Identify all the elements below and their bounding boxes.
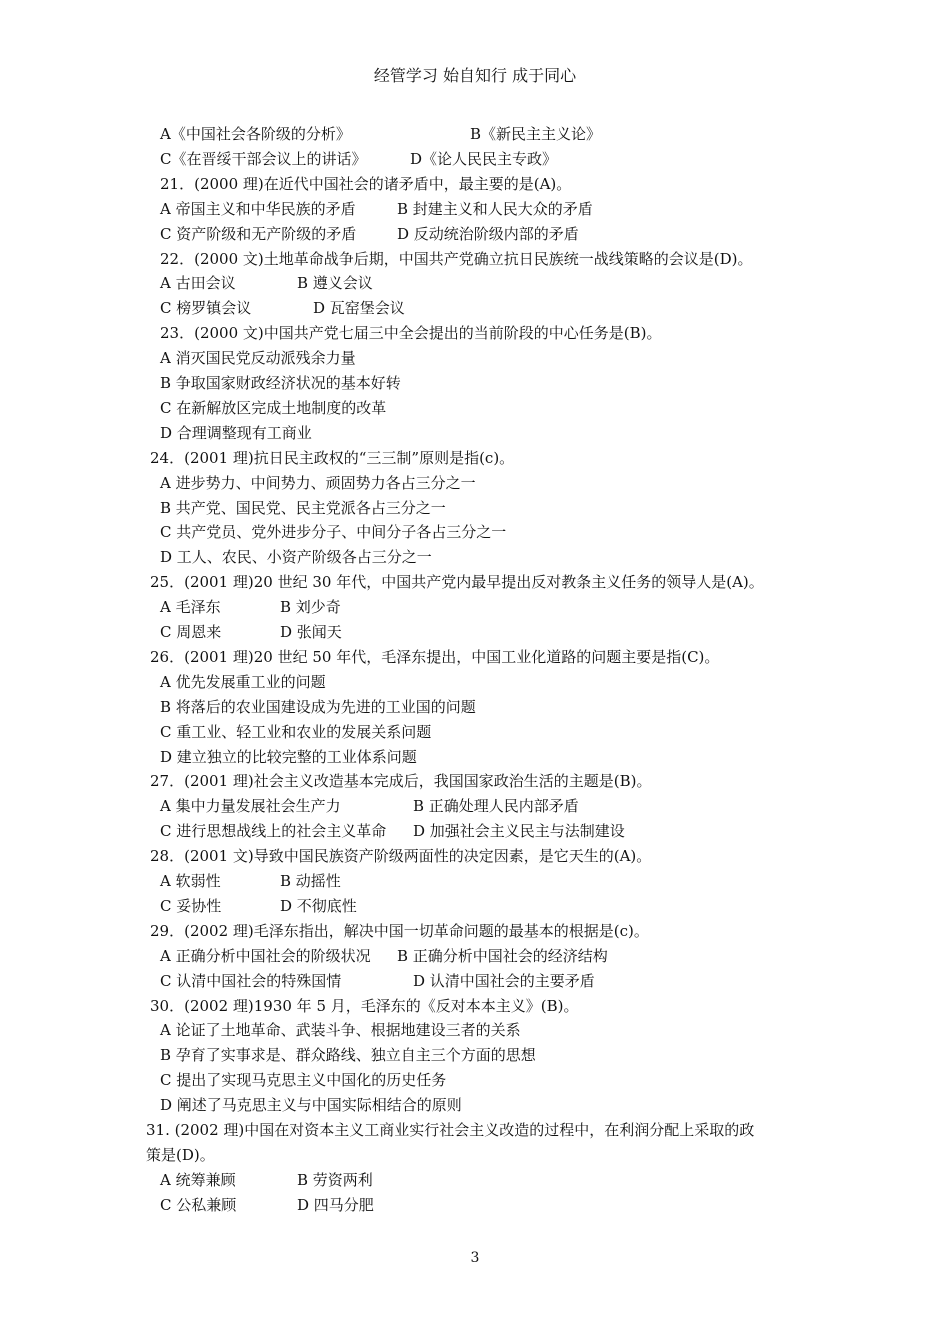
page-number: 3 [470, 1250, 480, 1266]
option-line [160, 597, 820, 617]
option-a: A 毛泽东 [160, 598, 221, 616]
option-line [160, 946, 820, 966]
option-b: B《新民主主义论》 [470, 125, 602, 143]
option-a: A 统筹兼顾 [160, 1171, 236, 1189]
option-a: A 软弱性 [160, 872, 221, 890]
option-b: B 劳资两利 [297, 1171, 373, 1189]
option-line: C 在新解放区完成土地制度的改革 [160, 399, 387, 417]
option-line [160, 124, 820, 144]
option-b: D 加强社会主义民主与法制建设 [413, 822, 625, 840]
option-a: A《中国社会各阶级的分析》 [160, 125, 351, 143]
option-a: C 榜罗镇会议 [160, 299, 252, 317]
page-header: 经管学习 始自知行 成于同心 [373, 66, 577, 85]
option-line [160, 199, 820, 219]
option-b: B 动摇性 [280, 872, 341, 890]
option-a: C 认清中国社会的特殊国情 [160, 972, 342, 990]
question-text: 27．(2001 理)社会主义改造基本完成后，我国国家政治生活的主题是(B)。 [150, 772, 652, 790]
option-line [160, 298, 820, 318]
option-b: D 不彻底性 [280, 897, 357, 915]
question-text: 30．(2002 理)1930 年 5 月，毛泽东的《反对本本主义》(B)。 [150, 997, 579, 1015]
option-b: D 瓦窑堡会议 [313, 299, 405, 317]
option-b: D 认清中国社会的主要矛盾 [413, 972, 595, 990]
option-line: C 重工业、轻工业和农业的发展关系问题 [160, 723, 432, 741]
question-text: 29．(2002 理)毛泽东指出，解决中国一切革命问题的最基本的根据是(c)。 [150, 922, 649, 940]
option-a: C 公私兼顾 [160, 1196, 237, 1214]
option-line: C 共产党员、党外进步分子、中间分子各占三分之一 [160, 523, 507, 541]
question-text: 23．(2000 文)中国共产党七届三中全会提出的当前阶段的中心任务是(B)。 [160, 324, 662, 342]
option-line [160, 796, 820, 816]
option-b: D《论人民民主专政》 [410, 150, 558, 168]
option-b: B 遵义会议 [297, 274, 373, 292]
option-b: B 正确处理人民内部矛盾 [413, 797, 579, 815]
option-b: D 四马分肥 [297, 1196, 374, 1214]
option-line: D 建立独立的比较完整的工业体系问题 [160, 748, 417, 766]
option-line: A 消灭国民党反动派残余力量 [160, 349, 356, 367]
option-line: B 孕育了实事求是、群众路线、独立自主三个方面的思想 [160, 1046, 536, 1064]
question-text: 22．(2000 文)土地革命战争后期，中国共产党确立抗日民族统一战线策略的会议是(D)。 [160, 250, 753, 268]
option-line [160, 149, 820, 169]
question-text: 25．(2001 理)20 世纪 30 年代，中国共产党内最早提出反对教条主义任务的领导人是(A)。 [150, 573, 764, 591]
option-b: B 封建主义和人民大众的矛盾 [397, 200, 593, 218]
question-text-continued: 策是(D)。 [146, 1146, 215, 1164]
option-line [160, 871, 820, 891]
option-b: D 张闻天 [280, 623, 342, 641]
option-line [160, 821, 820, 841]
option-a: C 周恩来 [160, 623, 222, 641]
option-a: A 正确分析中国社会的阶级状况 [160, 947, 371, 965]
option-line [160, 273, 820, 293]
option-line: D 阐述了马克思主义与中国实际相结合的原则 [160, 1096, 462, 1114]
question-text: 21．(2000 理)在近代中国社会的诸矛盾中，最主要的是(A)。 [160, 175, 572, 193]
option-line: B 共产党、国民党、民主党派各占三分之一 [160, 499, 446, 517]
option-line: D 工人、农民、小资产阶级各占三分之一 [160, 548, 432, 566]
option-a: C 资产阶级和无产阶级的矛盾 [160, 225, 357, 243]
option-line: B 将落后的农业国建设成为先进的工业国的问题 [160, 698, 476, 716]
question-text: 24．(2001 理)抗日民主政权的“三三制”原则是指(c)。 [150, 449, 515, 467]
option-a: C《在晋绥干部会议上的讲话》 [160, 150, 367, 168]
option-line [160, 622, 820, 642]
option-line: A 论证了土地革命、武装斗争、根据地建设三者的关系 [160, 1021, 521, 1039]
option-line: B 争取国家财政经济状况的基本好转 [160, 374, 401, 392]
option-line: A 优先发展重工业的问题 [160, 673, 326, 691]
option-line [160, 971, 820, 991]
option-a: A 集中力量发展社会生产力 [160, 797, 341, 815]
question-text: 31. (2002 理)中国在对资本主义工商业实行社会主义改造的过程中，在利润分配上采取的政 [146, 1121, 755, 1139]
option-b: B 正确分析中国社会的经济结构 [397, 947, 608, 965]
option-a: A 古田会议 [160, 274, 236, 292]
option-line: C 提出了实现马克思主义中国化的历史任务 [160, 1071, 447, 1089]
question-text: 28．(2001 文)导致中国民族资产阶级两面性的决定因素，是它天生的(A)。 [150, 847, 652, 865]
option-line [160, 224, 820, 244]
question-text: 26．(2001 理)20 世纪 50 年代，毛泽东提出，中国工业化道路的问题主要是指(C)。 [150, 648, 720, 666]
option-line [160, 896, 820, 916]
option-b: D 反动统治阶级内部的矛盾 [397, 225, 579, 243]
option-line [160, 1195, 820, 1215]
option-line: A 进步势力、中间势力、顽固势力各占三分之一 [160, 474, 476, 492]
option-a: C 进行思想战线上的社会主义革命 [160, 822, 387, 840]
option-line: D 合理调整现有工商业 [160, 424, 312, 442]
option-a: C 妥协性 [160, 897, 222, 915]
option-a: A 帝国主义和中华民族的矛盾 [160, 200, 356, 218]
option-b: B 刘少奇 [280, 598, 341, 616]
option-line [160, 1170, 820, 1190]
